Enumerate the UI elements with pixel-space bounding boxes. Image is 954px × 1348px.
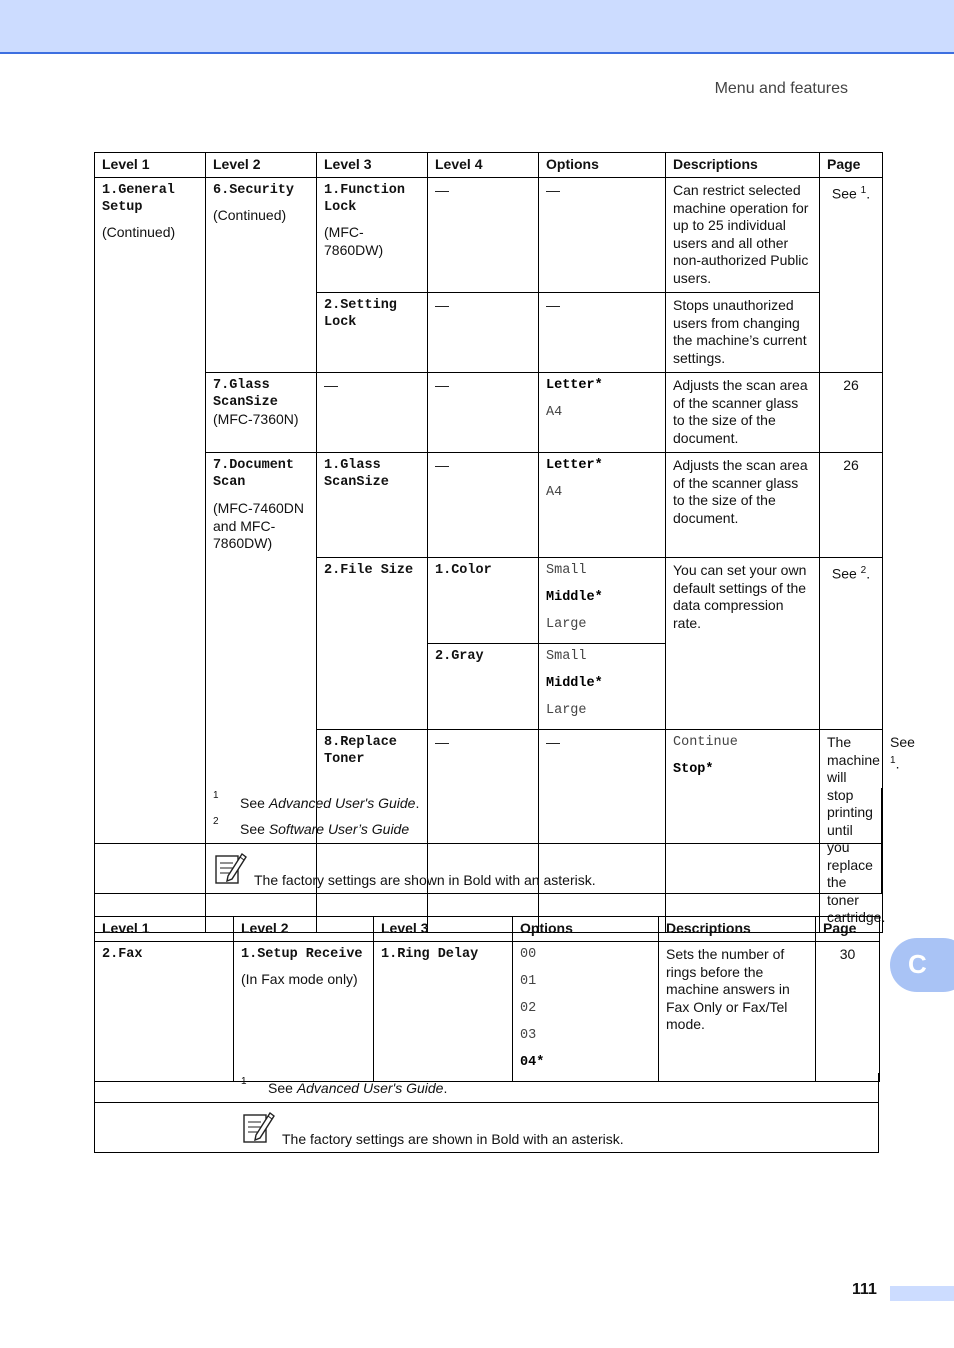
options-cell [539,453,666,558]
col-header: Options [539,153,666,178]
menu-item-glass-scansize: 7.Glass ScanSize [213,378,278,410]
model-note: (MFC-7460DN and MFC-7860DW) [213,500,305,551]
table-row [95,453,883,558]
menu-item-ring-delay: 1.Ring Delay [381,947,479,962]
footnote-ref: 1 [860,185,867,196]
table-row [95,373,883,453]
level4-cell: — [428,453,539,558]
description-cell: Stops unauthorized users from changing the machine’s current settings. [666,293,820,373]
footnotes-box [94,1073,879,1103]
options-cell [539,558,666,644]
option: 03 [520,1028,537,1043]
col-header: Level 2 [234,917,374,942]
option: 02 [520,1001,537,1016]
footnote-ref: 2 [860,565,867,576]
description-cell: Can restrict selected machine operation for up to 25 individual users and all other non-authorized Public users. [666,178,820,293]
option: Small [546,649,587,664]
note-text: The factory settings are shown in Bold with an asterisk. [282,1131,624,1147]
col-header: Level 4 [428,153,539,178]
note-text: The factory settings are shown in Bold with an asterisk. [254,872,596,888]
col-header: Level 1 [95,917,234,942]
page-header-title: Menu and features [714,80,848,97]
options-cell: — [539,178,666,293]
section-tab-label: C [908,949,927,979]
footnotes-box [94,788,882,844]
menu-item-setup-receive: 1.Setup Receive [241,947,363,962]
col-header: Level 2 [206,153,317,178]
menu-item-glass-scansize: 1.Glass ScanSize [324,458,389,490]
table-row [95,178,883,293]
options-cell [539,373,666,453]
level3-cell [317,558,428,730]
section-tab [890,938,954,992]
option-default: Middle* [546,590,603,605]
model-note: (MFC-7860DW) [324,224,384,258]
footnote-text: See Software User’s Guide [240,821,410,837]
page-cell: 30 [816,942,880,1082]
menu-item-gray: 2.Gray [435,649,484,664]
continued-note: (Continued) [102,224,176,240]
description-cell: The machine will stop printing until you replace the toner cartridge. [820,730,883,933]
menu-item-file-size: 2.File Size [324,563,414,578]
note-box [94,1102,879,1153]
description-cell: You can set your own default settings of the data compression rate. [666,558,820,730]
model-note: (MFC-7360N) [213,411,299,427]
page-cell: 26 [820,373,883,453]
option-default: Middle* [546,676,603,691]
footnote: 1 [213,790,219,801]
level3-cell: — [428,730,539,933]
continued-note: (Continued) [213,207,287,223]
col-header: Options [513,917,659,942]
option: 01 [520,974,537,989]
table-row: 8.Replace Toner — — Continue Stop* The machine will stop printing until you replace the toner cartridge. See $^1$. [95,730,883,933]
col-header: Descriptions [666,153,820,178]
footnote-text: See Advanced User's Guide. [268,1080,448,1096]
col-header: Page [820,153,883,178]
options-cell [513,942,659,1082]
menu-item-color: 1.Color [435,563,492,578]
table-header-row [95,153,883,178]
level4-cell [428,644,539,730]
page-cell: See $^2$. [820,558,883,730]
option: Large [546,703,587,718]
note-pencil-icon [213,850,249,886]
note-box [94,843,882,894]
col-header: Level 3 [374,917,513,942]
menu-item-function-lock: 1.Function Lock [324,183,406,215]
description-cell: Adjusts the scan area of the scanner glass to the size of the document. [666,453,820,558]
level2-cell [206,178,317,373]
option: 00 [520,947,537,962]
options-cell: — [539,293,666,373]
description-cell: Sets the number of rings before the machine answers in Fax Only or Fax/Tel mode. [659,942,816,1082]
option: Large [546,617,587,632]
menu-item-replace-toner: 8.Replace Toner [324,735,397,767]
level1-cell [95,942,234,1082]
page-number-bar [890,1286,954,1301]
footnote: 1 [241,1076,247,1087]
footnote: 2 [213,816,219,827]
option-default: Stop* [673,762,714,777]
option-default: 04* [520,1055,545,1070]
option-default: Letter* [546,458,603,473]
level3-cell [317,293,428,373]
col-header: Level 3 [317,153,428,178]
level4-cell: — [428,373,539,453]
level3-cell [374,942,513,1082]
option-default: Letter* [546,378,603,393]
menu-item-fax: 2.Fax [102,947,143,962]
option: Continue [673,735,738,750]
note-pencil-icon [241,1109,277,1145]
level3-cell [317,453,428,558]
menu-item-setting-lock: 2.Setting Lock [324,298,397,330]
level2-cell [234,942,374,1082]
col-header: Level 1 [95,153,206,178]
description-cell: Adjusts the scan area of the scanner glass to the size of the document. [666,373,820,453]
table-header-row [95,917,880,942]
page-number: 111 [852,1281,877,1298]
level4-cell: — [428,293,539,373]
page-cell: 26 [820,453,883,558]
level4-cell [428,558,539,644]
option: A4 [546,485,563,500]
table-row [95,942,880,1082]
level3-cell: — [317,373,428,453]
menu-item-security: 6.Security [213,183,295,198]
option: Small [546,563,587,578]
level3-cell [317,178,428,293]
level4-cell: — [428,178,539,293]
page-cell: See $^1$. [820,178,883,373]
col-header: Page [816,917,880,942]
menu-item-general-setup: 1.General Setup [102,183,175,215]
footnote-text: See Advanced User's Guide. [240,795,420,811]
col-header: Descriptions [659,917,816,942]
footnote-ref: 1 [890,754,896,766]
option: A4 [546,405,563,420]
level2-cell [206,373,317,453]
mode-note: (In Fax mode only) [241,971,358,987]
level4-cell: — [539,730,666,933]
menu-table-fax [94,916,880,1082]
menu-item-document-scan: 7.Document Scan [213,458,295,490]
top-banner [0,0,954,54]
options-cell [539,644,666,730]
